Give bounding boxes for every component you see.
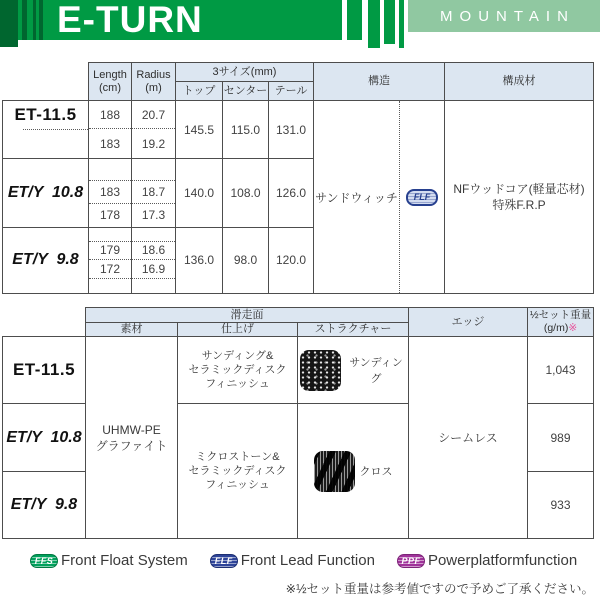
green-stripe [384, 0, 395, 44]
length-cell: 179 172 [89, 227, 132, 293]
col-header-base-material: 素材 [86, 323, 178, 337]
ffs-badge-icon: FFS [30, 554, 58, 568]
weight-cell: 989 [528, 404, 594, 472]
col-header-radius: Radius (m) [132, 63, 176, 101]
dark-green-stripe [22, 0, 27, 40]
dark-green-stripe [0, 0, 18, 47]
col-header-length: Length (cm) [89, 63, 132, 101]
footnote: ※½セット重量は参考値ですので予めご了承ください。 [285, 582, 594, 596]
model-cell [3, 337, 86, 404]
legend-item-flf [210, 552, 375, 569]
blank-corner-cell [3, 63, 89, 101]
material-line2: 特殊F.R.P [492, 198, 546, 212]
col-header-3sizes: 3サイズ(mm) [176, 63, 314, 82]
center-width-cell: 108.0 [223, 159, 269, 227]
radius-cell: 18.6 16.9 [132, 227, 176, 293]
legend-item-ffs [30, 552, 188, 569]
length-cell: 183 178 [89, 159, 132, 227]
finish-cell: サンディング& セラミックディスク フィニッシュ [178, 337, 298, 404]
green-stripe [347, 0, 362, 40]
structure-pattern-cell [298, 404, 409, 539]
col-header-edge: エッジ [409, 308, 528, 337]
model-label: ET/Y 10.8 [6, 428, 82, 446]
flf-badge-icon: FLF [406, 189, 438, 206]
table-row [3, 101, 594, 159]
model-cell [3, 472, 86, 539]
dark-green-stripe [33, 0, 36, 40]
weight-cell: 933 [528, 472, 594, 539]
radius-cell: 18.7 17.3 [132, 159, 176, 227]
structure-cell [314, 101, 445, 294]
size-spec-table [2, 62, 594, 294]
col-header-tail: テール [269, 82, 314, 101]
center-width-cell: 115.0 [223, 101, 269, 159]
green-stripe [399, 0, 404, 48]
col-header-weight: ½セット重量 (g/m)※ [528, 308, 594, 337]
legend [30, 552, 577, 569]
dotted-divider [23, 129, 88, 130]
sanding-texture-image [300, 350, 341, 391]
dark-green-stripe [39, 0, 43, 40]
cross-texture-image [314, 451, 355, 492]
surface-spec-table [2, 307, 594, 539]
flf-badge-icon: FLF [210, 554, 238, 568]
edge-cell: シームレス [409, 337, 528, 539]
ppf-badge-icon: PPF [397, 554, 425, 568]
legend-label: Front Float System [61, 552, 188, 569]
legend-label: Powerplatformfunction [427, 552, 578, 569]
col-header-finish: 仕上げ [178, 323, 298, 337]
col-header-structure: 構造 [314, 63, 445, 101]
structure-pattern-label: クロス [359, 466, 393, 478]
legend-item-ppf [397, 552, 577, 569]
model-cell [3, 101, 89, 159]
top-width-cell: 136.0 [176, 227, 223, 293]
weight-cell: 1,043 [528, 337, 594, 404]
table-row [3, 337, 594, 404]
radius-cell: 20.7 19.2 [132, 101, 176, 159]
model-label: ET/Y 10.8 [7, 183, 84, 201]
blank-corner-cell [3, 308, 86, 337]
header-banner [0, 0, 600, 50]
model-cell [3, 159, 89, 227]
base-material-cell: UHMW-PE グラファイト [86, 337, 178, 539]
model-cell [3, 404, 86, 472]
col-header-top: トップ [176, 82, 223, 101]
brand-title: E-TURN [57, 0, 203, 40]
col-header-surface: 滑走面 [86, 308, 409, 323]
length-cell: 188 183 [89, 101, 132, 159]
tail-width-cell: 126.0 [269, 159, 314, 227]
reference-mark: ※ [568, 322, 578, 334]
category-banner [408, 0, 600, 32]
green-stripe [368, 0, 380, 48]
model-cell [3, 227, 89, 293]
col-header-material: 構成材 [445, 63, 594, 101]
model-label: ET-11.5 [14, 105, 77, 124]
model-label: ET/Y 9.8 [12, 251, 79, 269]
tail-width-cell: 120.0 [269, 227, 314, 293]
material-cell [445, 101, 594, 294]
structure-value: サンドウィッチ [315, 190, 398, 205]
tail-width-cell: 131.0 [269, 101, 314, 159]
material-line1: NFウッドコア(軽量芯材) [453, 182, 585, 196]
top-width-cell: 145.5 [176, 101, 223, 159]
structure-pattern-label: サンディング [349, 357, 403, 385]
legend-label: Front Lead Function [240, 552, 375, 569]
top-width-cell: 140.0 [176, 159, 223, 227]
model-label: ET-11.5 [12, 360, 76, 379]
structure-pattern-cell [298, 337, 409, 404]
col-header-center: センター [223, 82, 269, 101]
model-label: ET/Y 9.8 [10, 496, 78, 513]
category-label: MOUNTAIN [440, 7, 575, 25]
col-header-structure-pattern: ストラクチャー [298, 323, 409, 337]
center-width-cell: 98.0 [223, 227, 269, 293]
finish-cell: ミクロストーン& セラミックディスク フィニッシュ [178, 404, 298, 539]
